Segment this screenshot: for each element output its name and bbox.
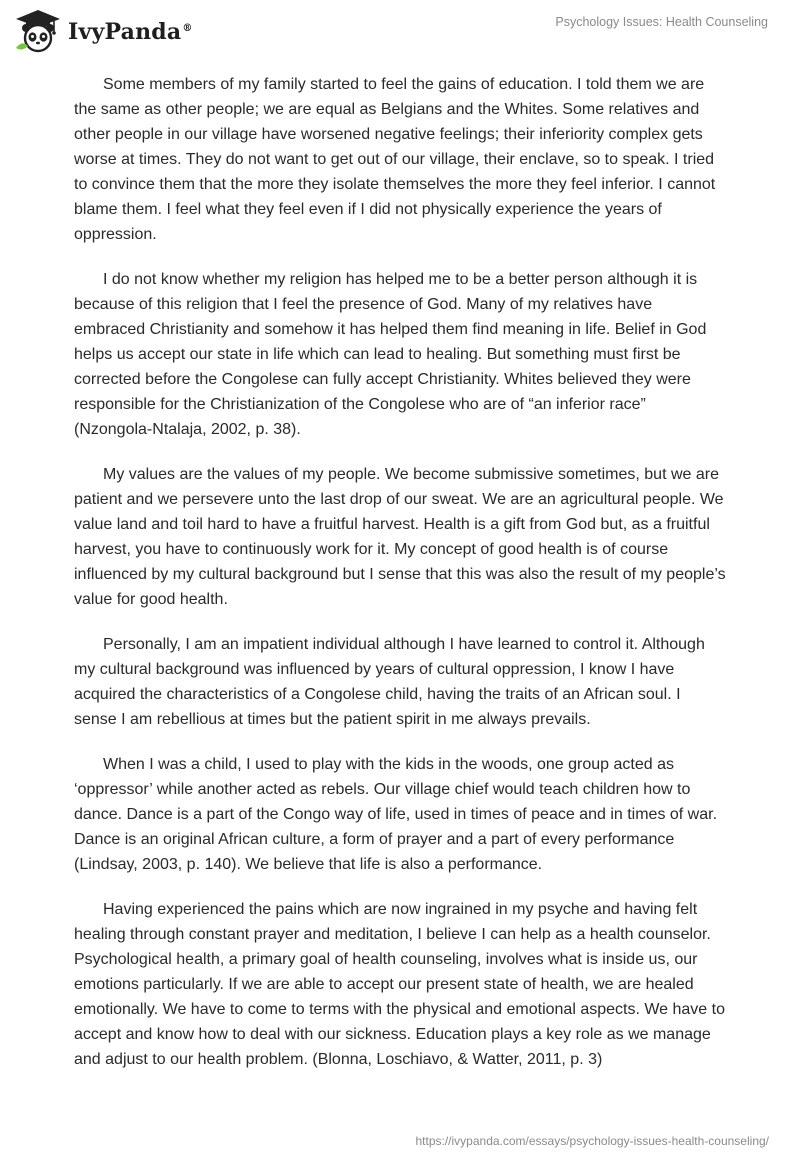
paragraph-5: When I was a child, I used to play with the kids in the woods, one group acted as ‘oppressor’ while another acted as rebels. Our village chief would teach children how to dance. Dance is a part of the Congo way of life, used in times of peace and in times of war. Dance is an original African culture, a form of prayer and a part of every performance (Lindsay, 2003, p. 140). We believe that life is also a performance. — [74, 756, 718, 873]
paragraph-6: Having experienced the pains which are now ingrained in my psyche and having felt healing through constant prayer and meditation, I believe I can help as a health counselor. Psychological health, a primary goal of health counseling, involves what is inside us, our emotions particularly. If we are able to accept our present state of health, we are healed emotionally. We have to come to terms with the physical and emotional aspects. We have to accept and know how to deal with our sickness. Education plays a key role as we manage and adjust to our health problem. (Blonna, Loschiavo, & Watter, 2011, p. 3) — [74, 901, 725, 1068]
document-title: Psychology Issues: Health Counseling — [555, 15, 768, 29]
essay-body — [74, 72, 726, 1092]
paragraph-2: I do not know whether my religion has helped me to be a better person although it is because of this religion that I feel the presence of God. Many of my relatives have embraced Christianity and somehow it has helped them find meaning in life. Belief in God helps us accept our state in life which can lead to healing. But something must first be corrected before the Congolese can fully accept Christianity. Whites believed they were responsible for the Christianization of the Congolese who are of “an inferior race” (Nzongola-Ntalaja, 2002, p. 38). — [74, 271, 707, 438]
brand-name: IvyPanda® — [68, 19, 193, 45]
page-header — [0, 0, 800, 60]
panda-graduate-icon — [14, 8, 62, 54]
paragraph-1: Some members of my family started to feel the gains of education. I told them we are the same as other people; we are equal as Belgians and the Whites. Some relatives and other people in our village have worsened negative feelings; their inferiority complex gets worse at times. They do not want to get out of our village, their enclave, so to speak. I tried to convince them that the more they isolate themselves the more they feel inferior. I cannot blame them. I feel what they feel even if I did not physically experience the years of oppression. — [74, 76, 716, 243]
paragraph-3: My values are the values of my people. We become submissive sometimes, but we are patient and we persevere unto the last drop of our sweat. We are an agricultural people. We value land and toil hard to have a fruitful harvest. Health is a gift from God but, as a fruitful harvest, you have to continuously work for it. My concept of good health is of course influenced by my cultural background but I sense that this was also the result of my people’s value for good health. — [74, 466, 726, 608]
footer-url[interactable]: https://ivypanda.com/essays/psychology-issues-health-counseling/ — [415, 1134, 769, 1148]
brand-logo[interactable] — [14, 8, 193, 54]
paragraph-4: Personally, I am an impatient individual although I have learned to control it. Although my cultural background was influenced by years of cultural oppression, I know I have acquired the characteristics of a Congolese child, having the traits of an African soul. I sense I am rebellious at times but the patient spirit in me always prevails. — [74, 636, 705, 728]
